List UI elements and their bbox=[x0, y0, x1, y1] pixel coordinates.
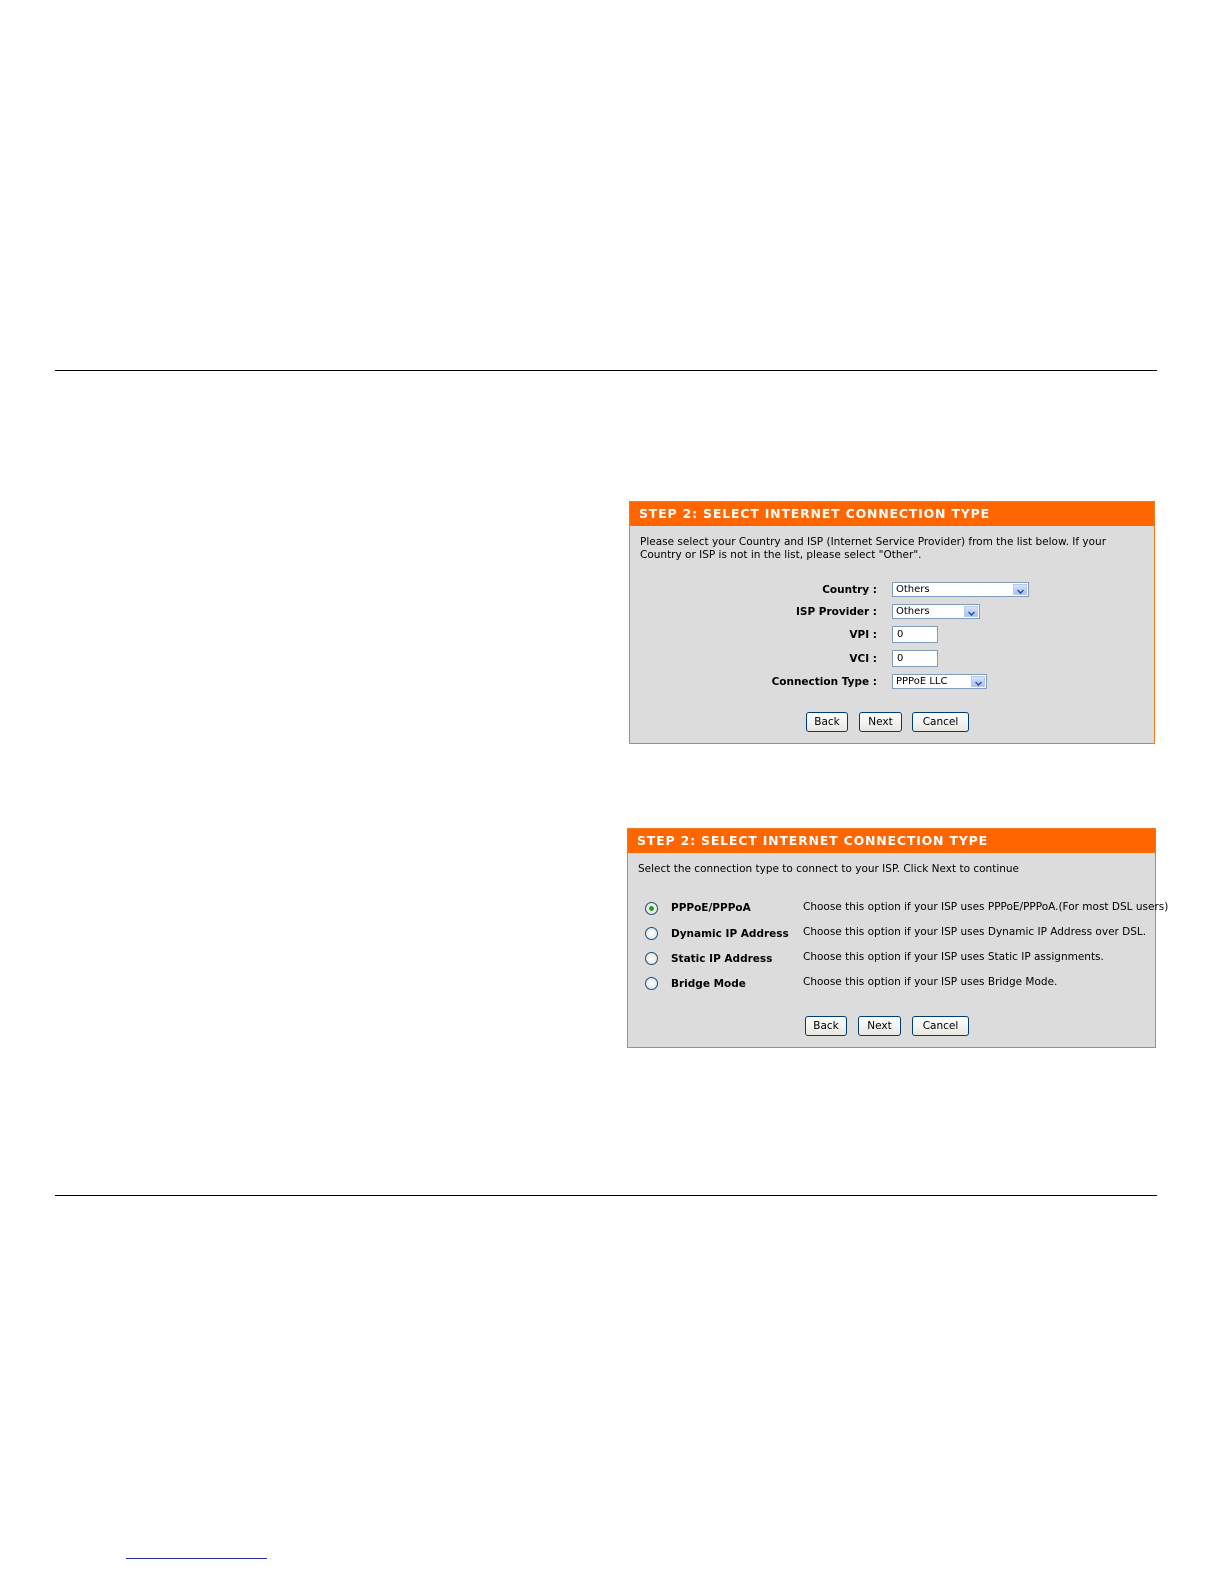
panel-description: Select the connection type to connect to your ISP. Click Next to continue bbox=[638, 863, 1020, 875]
vci-input[interactable]: 0 bbox=[892, 650, 938, 667]
back-button[interactable]: Back bbox=[805, 1016, 847, 1036]
country-select[interactable] bbox=[892, 582, 1029, 597]
option-label: PPPoE/PPPoA bbox=[671, 902, 751, 914]
isp-provider-label: ISP Provider : bbox=[795, 606, 877, 618]
isp-provider-select[interactable] bbox=[892, 604, 980, 619]
back-button[interactable]: Back bbox=[806, 712, 848, 732]
top-divider bbox=[55, 370, 1157, 371]
cancel-button[interactable]: Cancel bbox=[912, 1016, 969, 1036]
connection-type-select[interactable] bbox=[892, 674, 987, 689]
vpi-label: VPI : bbox=[849, 629, 877, 641]
radio-static-ip[interactable] bbox=[645, 952, 658, 965]
chevron-down-icon[interactable] bbox=[1013, 584, 1027, 595]
option-description: Choose this option if your ISP uses PPPoE/PPPoA.(For most DSL users) bbox=[803, 901, 1169, 913]
bottom-divider bbox=[55, 1195, 1157, 1196]
radio-pppoe-pppoa[interactable] bbox=[645, 902, 658, 915]
chevron-down-icon[interactable] bbox=[964, 606, 978, 617]
option-description: Choose this option if your ISP uses Dynamic IP Address over DSL. bbox=[803, 926, 1147, 938]
vpi-input[interactable]: 0 bbox=[892, 626, 938, 643]
footer-link-underline[interactable] bbox=[126, 1558, 267, 1559]
connection-type-label: Connection Type : bbox=[771, 676, 877, 688]
next-button[interactable]: Next bbox=[859, 712, 902, 732]
connection-type-panel bbox=[627, 828, 1169, 1048]
country-select-value: Others bbox=[896, 584, 930, 595]
panel-title: STEP 2: SELECT INTERNET CONNECTION TYPE bbox=[630, 502, 1154, 526]
panel-title: STEP 2: SELECT INTERNET CONNECTION TYPE bbox=[628, 829, 1155, 853]
option-description: Choose this option if your ISP uses Bridge Mode. bbox=[803, 976, 1058, 988]
option-label: Bridge Mode bbox=[671, 978, 746, 990]
isp-provider-select-value: Others bbox=[896, 606, 930, 617]
vci-label: VCI : bbox=[849, 653, 877, 665]
country-isp-panel bbox=[629, 501, 1155, 744]
next-button[interactable]: Next bbox=[858, 1016, 901, 1036]
option-label: Static IP Address bbox=[671, 953, 773, 965]
country-label: Country : bbox=[822, 584, 877, 596]
option-label: Dynamic IP Address bbox=[671, 928, 789, 940]
option-description: Choose this option if your ISP uses Static IP assignments. bbox=[803, 951, 1104, 963]
chevron-down-icon[interactable] bbox=[971, 676, 985, 687]
radio-dynamic-ip[interactable] bbox=[645, 927, 658, 940]
radio-bridge-mode[interactable] bbox=[645, 977, 658, 990]
panel-description: Please select your Country and ISP (Internet Service Provider) from the list below. If your Country or ISP is not in the list, please select "Other". bbox=[640, 536, 1107, 561]
connection-type-select-value: PPPoE LLC bbox=[896, 676, 948, 687]
cancel-button[interactable]: Cancel bbox=[912, 712, 969, 732]
